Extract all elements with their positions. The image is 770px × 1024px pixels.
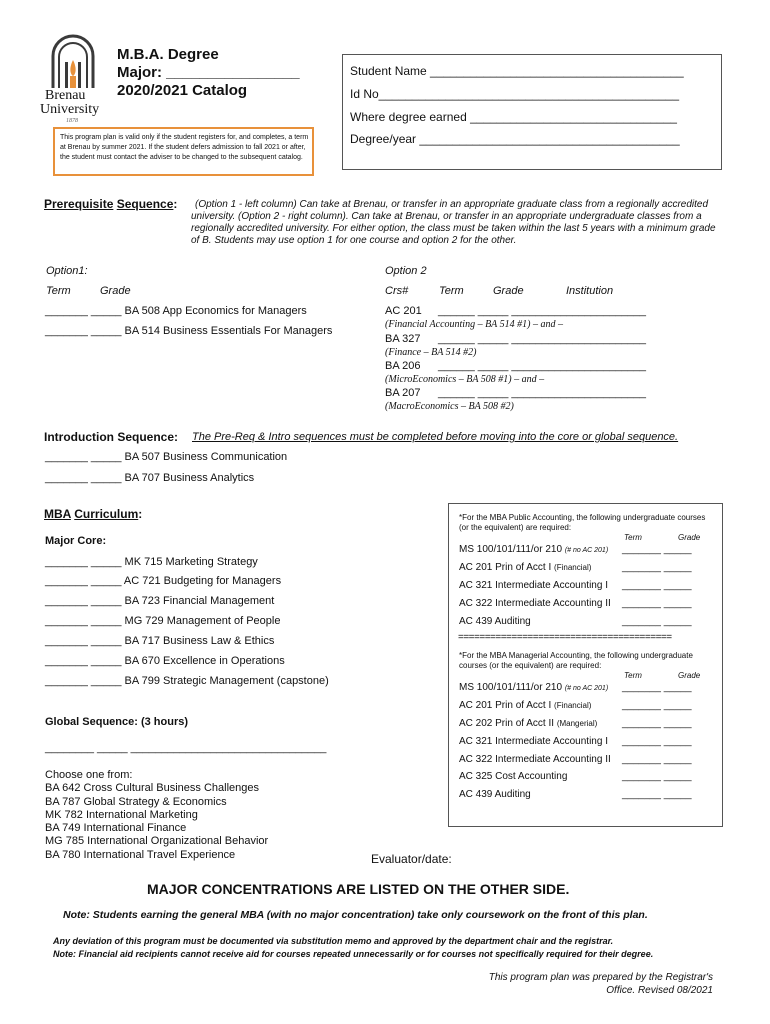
mba-heading-b: Curriculum	[74, 507, 139, 521]
managerial-acct-course: AC 325 Cost Accounting	[459, 771, 568, 782]
logo-name-line1: Brenau	[45, 88, 86, 103]
course-note: (Financial)	[554, 701, 592, 710]
managerial-acct-blanks: _______ _____	[622, 700, 692, 711]
global-sequence-heading: Global Sequence: (3 hours)	[45, 716, 189, 728]
core-row: _______ _____ BA 670 Excellence in Operations	[45, 655, 285, 667]
core-row: _______ _____ BA 799 Strategic Management (capstone)	[45, 675, 329, 687]
prereq-heading-a: Prerequisite	[44, 197, 114, 211]
public-acct-course: AC 321 Intermediate Accounting I	[459, 580, 608, 591]
catalog-year: 2020/2021 Catalog	[117, 82, 248, 99]
prereq-heading	[44, 197, 177, 211]
managerial-acct-blanks: _______ _____	[622, 771, 692, 782]
managerial-acct-blanks: _______ _____	[622, 736, 692, 747]
brenau-arch-icon	[40, 30, 106, 90]
public-acct-course: AC 439 Auditing	[459, 616, 531, 627]
option2-blanks: ______ _____ ______________________	[438, 387, 646, 399]
catalog-notice-box	[53, 127, 314, 176]
global-choice: MK 782 International Marketing	[45, 809, 198, 821]
prereq-colon: :	[173, 197, 178, 211]
option2-note: (Financial Accounting – BA 514 #1) – and –	[385, 319, 563, 330]
core-row: _______ _____ BA 723 Financial Management	[45, 595, 275, 607]
global-choice: BA 780 International Travel Experience	[45, 849, 236, 861]
option1-row: _______ _____ BA 508 App Economics for Managers	[45, 305, 307, 317]
logo-name-line2: University	[40, 102, 100, 117]
where-degree-earned-field[interactable]: Where degree earned _______________________________	[350, 110, 677, 124]
course-name: AC 202 Prin of Acct II	[459, 718, 555, 729]
mba-heading-a: MBA	[44, 507, 71, 521]
evaluator-date-field[interactable]: Evaluator/date:	[371, 852, 452, 866]
major-concentrations-heading: MAJOR CONCENTRATIONS ARE LISTED ON THE OTHER SIDE.	[147, 881, 570, 897]
option1-row: _______ _____ BA 514 Business Essentials For Managers	[45, 325, 333, 337]
intro-heading: Introduction Sequence:	[44, 430, 179, 444]
intro-row: _______ _____ BA 507 Business Communication	[45, 451, 288, 463]
course-note: (Financial)	[554, 563, 592, 572]
public-acct-col-term: Term	[624, 533, 642, 542]
option2-col-term: Term	[439, 285, 464, 297]
core-row: _______ _____ MK 715 Marketing Strategy	[45, 556, 258, 568]
option2-note: (MacroEconomics – BA 508 #2)	[385, 401, 514, 412]
public-acct-course	[459, 562, 591, 573]
student-name-field[interactable]: Student Name ______________________________________	[350, 64, 684, 78]
option2-blanks: ______ _____ ______________________	[438, 360, 646, 372]
option2-note: (MicroEconomics – BA 508 #1) – and –	[385, 374, 545, 385]
managerial-acct-blanks: _______ _____	[622, 789, 692, 800]
option2-course: BA 327	[385, 333, 421, 345]
option2-col-crs: Crs#	[385, 285, 409, 297]
global-choice: BA 787 Global Strategy & Economics	[45, 796, 227, 808]
major-line: Major: ________________	[117, 64, 300, 81]
deviation-note: Any deviation of this program must be documented via substitution memo and approved by the department chair and the registrar.	[53, 936, 614, 946]
public-acct-blanks: _______ _____	[622, 544, 692, 555]
intro-row: _______ _____ BA 707 Business Analytics	[45, 472, 255, 484]
option2-col-grade: Grade	[493, 285, 524, 297]
choose-one-label: Choose one from:	[45, 769, 133, 781]
degree-year-field[interactable]: Degree/year _______________________________________	[350, 132, 680, 146]
managerial-acct-blanks: _______ _____	[622, 754, 692, 765]
section-divider: ========================================	[458, 632, 672, 643]
option2-blanks: ______ _____ ______________________	[438, 305, 646, 317]
public-acct-intro: *For the MBA Public Accounting, the following undergraduate courses (or the equivalent) are required:	[459, 513, 706, 532]
course-name: AC 201 Prin of Acct I	[459, 562, 552, 573]
prereq-text: (Option 1 - left column) Can take at Brenau, or transfer in an appropriate graduate class from a regionally accredited university. (Option 2 - right column). Can take at Brenau, or transfer in an appropriate undergraduate classes from a regionally accredited university. For either option, the class must be taken within the last 5 years with a minimum grade of B. Students may use option 1 for one course and option 2 for the other.	[191, 199, 716, 246]
logo-year: 1878	[66, 118, 78, 124]
core-row: _______ _____ AC 721 Budgeting for Managers	[45, 575, 282, 587]
course-note: (# no AC 201)	[564, 547, 609, 554]
public-acct-course	[459, 544, 608, 555]
option2-course: BA 207	[385, 387, 421, 399]
course-name: MS 100/101/111/or 210	[459, 544, 563, 555]
revised-date-line: Office. Revised 08/2021	[606, 985, 713, 996]
global-choice: BA 749 International Finance	[45, 822, 187, 834]
course-note: (# no AC 201)	[564, 685, 609, 692]
id-number-field[interactable]: Id No_____________________________________________	[350, 87, 680, 101]
option1-col-term: Term	[46, 285, 71, 297]
brenau-logo	[40, 30, 106, 122]
option2-course: AC 201	[385, 305, 422, 317]
managerial-acct-blanks: _______ _____	[622, 682, 692, 693]
global-choice: MG 785 International Organizational Behavior	[45, 835, 269, 847]
option1-label: Option1:	[46, 265, 88, 277]
core-row: _______ _____ BA 717 Business Law & Ethics	[45, 635, 275, 647]
global-choice: BA 642 Cross Cultural Business Challenges	[45, 782, 260, 794]
option2-label: Option 2	[385, 265, 427, 277]
mba-curriculum-heading	[44, 507, 142, 521]
public-acct-blanks: _______ _____	[622, 616, 692, 627]
managerial-acct-col-term: Term	[624, 671, 642, 680]
prereq-heading-b: Sequence	[116, 197, 174, 211]
managerial-acct-course	[459, 700, 591, 711]
core-row: _______ _____ MG 729 Management of People	[45, 615, 281, 627]
course-note: (Mangerial)	[556, 719, 598, 728]
catalog-notice-text: This program plan is valid only if the student registers for, and completes, a term at Brenau by summer 2021. If the student defers admission to fall 2021 or after, the student must contact the adviser to be changed to the subsequent catalog.	[60, 134, 309, 161]
option2-blanks: ______ _____ ______________________	[438, 333, 646, 345]
public-acct-course: AC 322 Intermediate Accounting II	[459, 598, 611, 609]
managerial-acct-course	[459, 682, 608, 693]
managerial-acct-intro: *For the MBA Managerial Accounting, the following undergraduate courses (or the equivalent) are required:	[459, 651, 693, 670]
course-name: MS 100/101/111/or 210	[459, 682, 563, 693]
public-acct-blanks: _______ _____	[622, 580, 692, 591]
managerial-acct-course: AC 321 Intermediate Accounting I	[459, 736, 608, 747]
major-core-heading: Major Core:	[45, 535, 107, 547]
option2-note: (Finance – BA 514 #2)	[385, 347, 477, 358]
intro-note: The Pre-Req & Intro sequences must be completed before moving into the core or global sequence.	[192, 431, 679, 443]
public-acct-blanks: _______ _____	[622, 562, 692, 573]
managerial-acct-course: AC 439 Auditing	[459, 789, 531, 800]
public-acct-col-grade: Grade	[678, 533, 701, 542]
degree-title: M.B.A. Degree	[117, 46, 219, 63]
general-mba-note: Note: Students earning the general MBA (with no major concentration) take only coursework on the front of this plan.	[63, 909, 648, 921]
course-name: AC 201 Prin of Acct I	[459, 700, 552, 711]
option2-col-institution: Institution	[566, 285, 614, 297]
global-blank-line: ________ _____ ________________________________	[45, 742, 327, 754]
financial-aid-note: Note: Financial aid recipients cannot receive aid for courses repeated unnecessarily or for courses not specifically required for their degree.	[53, 949, 654, 959]
prepared-by-line: This program plan was prepared by the Registrar's	[488, 972, 713, 983]
option1-col-grade: Grade	[100, 285, 131, 297]
managerial-acct-course: AC 322 Intermediate Accounting II	[459, 754, 611, 765]
option2-course: BA 206	[385, 360, 421, 372]
managerial-acct-course	[459, 718, 597, 729]
public-acct-blanks: _______ _____	[622, 598, 692, 609]
managerial-acct-blanks: _______ _____	[622, 718, 692, 729]
mba-colon: :	[138, 507, 143, 521]
managerial-acct-col-grade: Grade	[678, 671, 701, 680]
